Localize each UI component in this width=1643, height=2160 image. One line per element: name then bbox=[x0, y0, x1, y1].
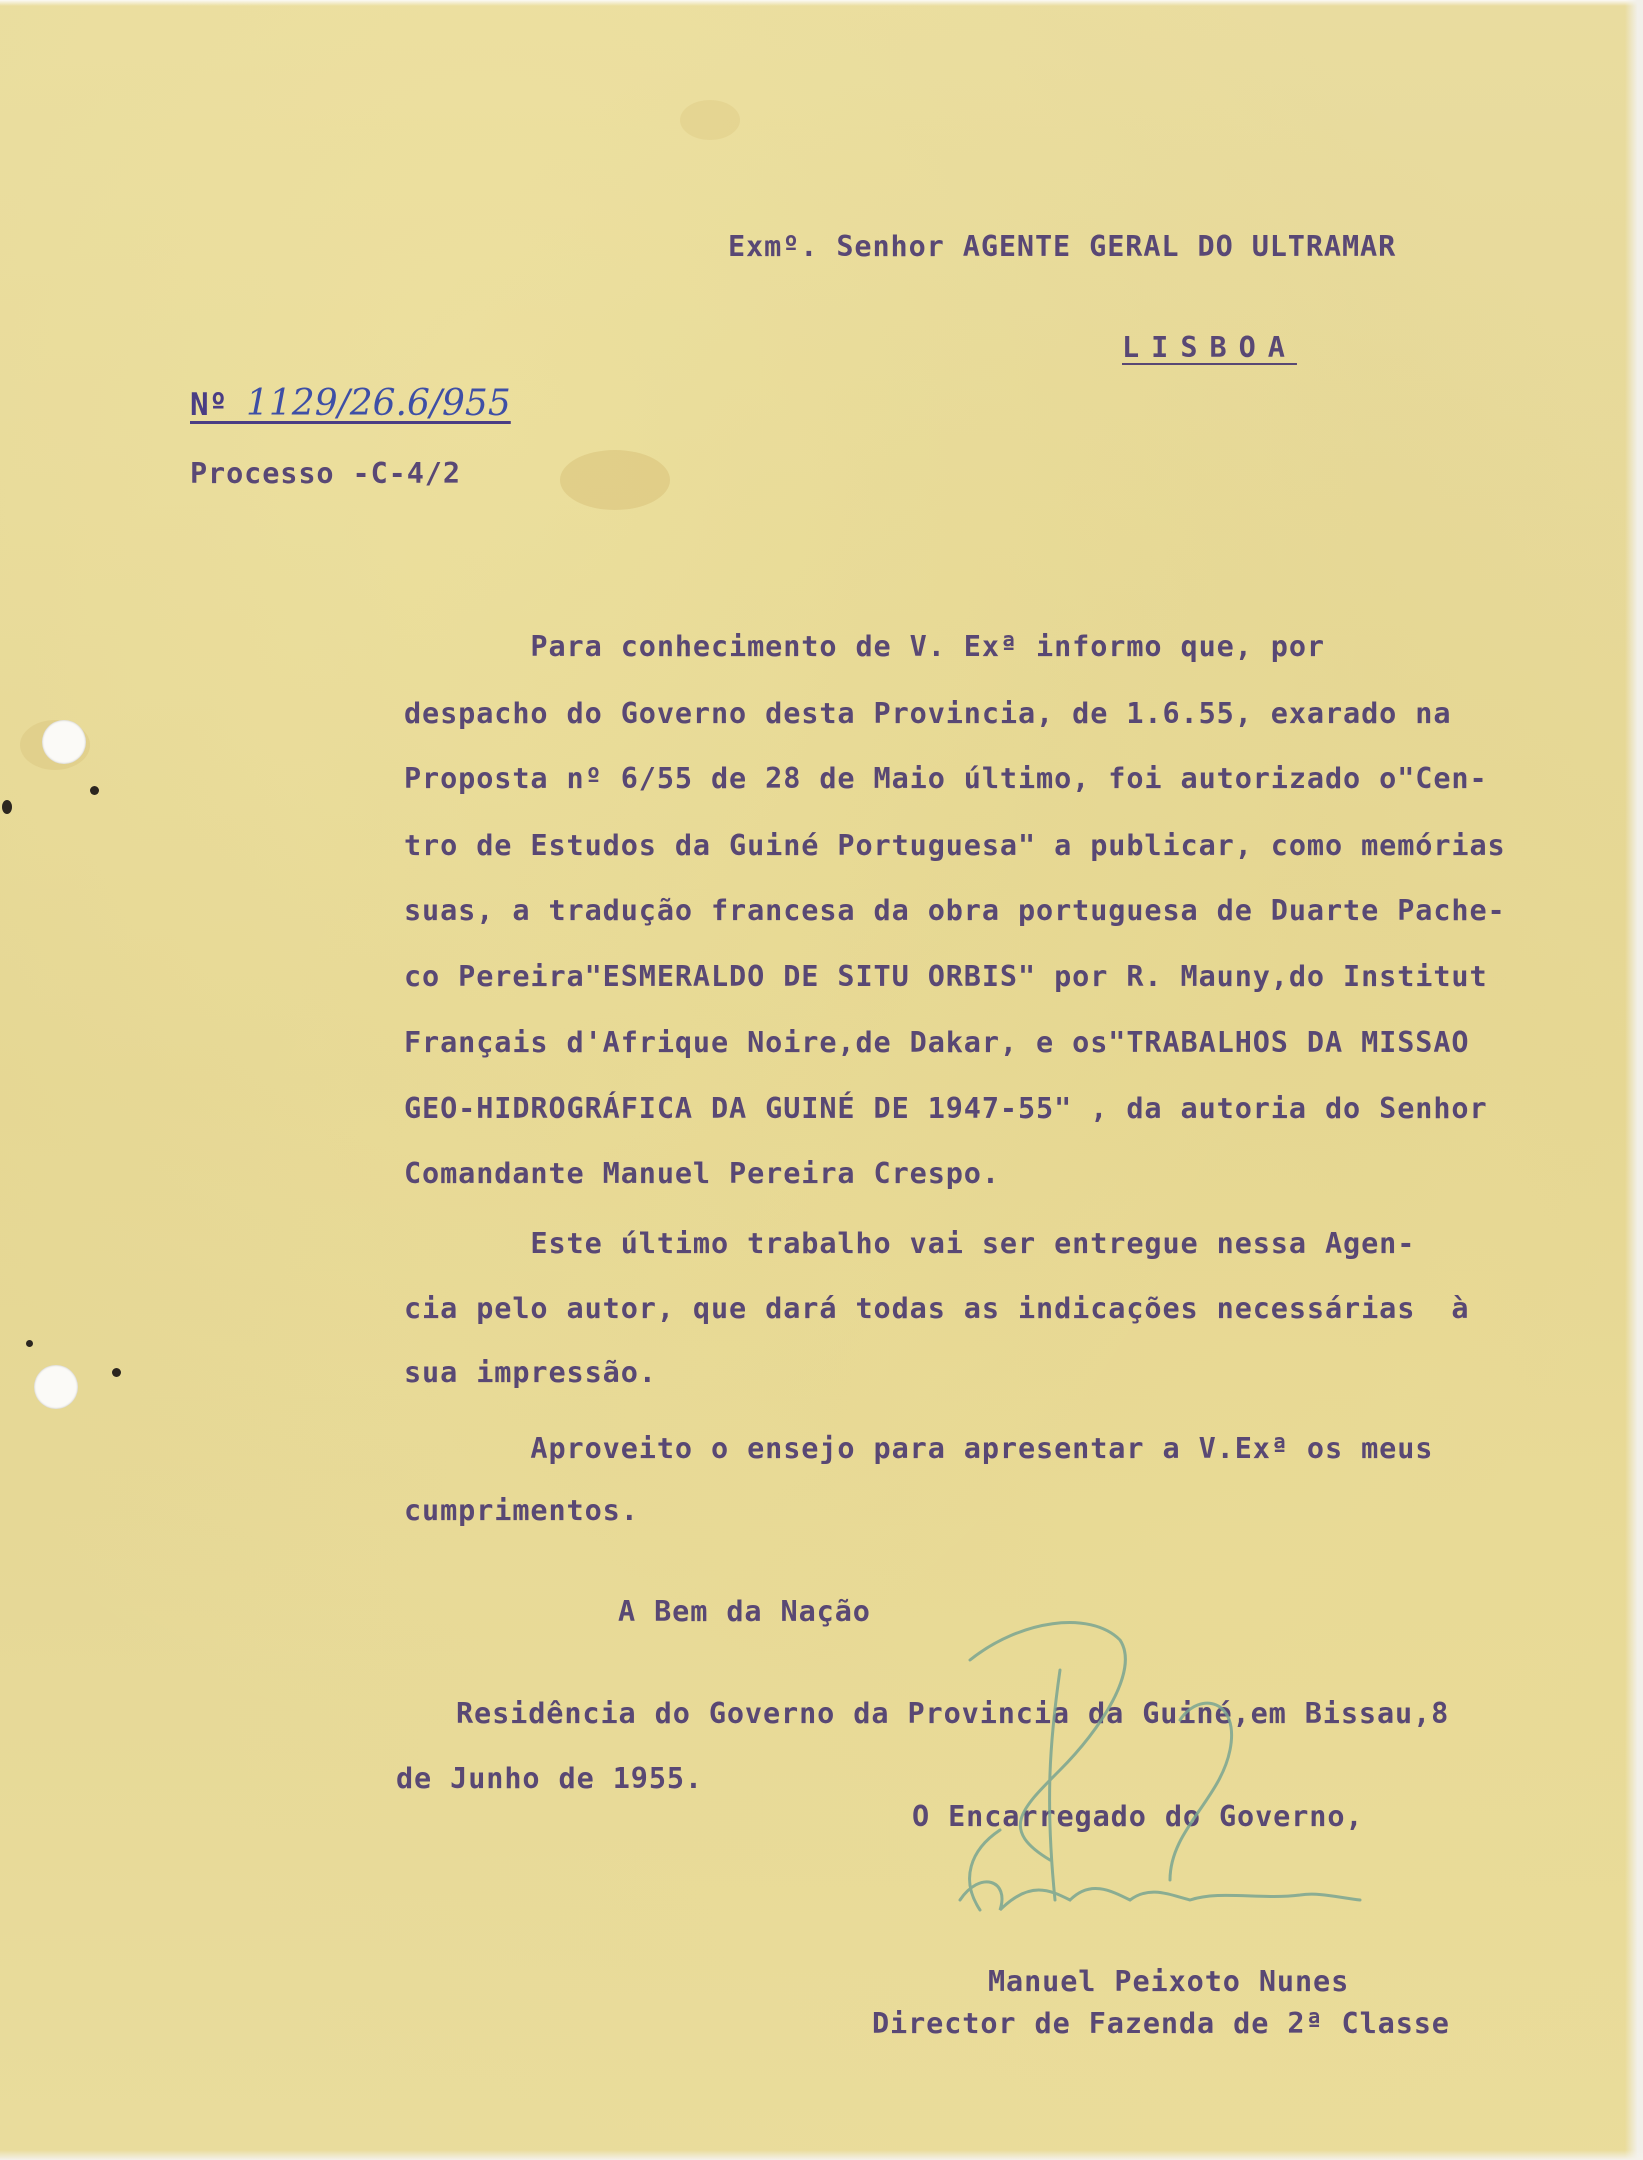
reference-handwritten: 1129/26.6/955 bbox=[246, 383, 511, 424]
processo-number: Processo -C-4/2 bbox=[190, 457, 461, 490]
paper-stain bbox=[680, 100, 740, 140]
punch-hole-top bbox=[42, 720, 86, 764]
body-line: suas, a tradução francesa da obra portuguesa de Duarte Pache- bbox=[404, 894, 1506, 927]
ink-speck bbox=[90, 786, 99, 795]
reference-number bbox=[190, 383, 511, 424]
body-line: Este último trabalho vai ser entregue nessa Agen- bbox=[404, 1227, 1416, 1260]
addressee-line: Exmº. Senhor AGENTE GERAL DO ULTRAMAR bbox=[728, 230, 1397, 263]
body-line: Aproveito o ensejo para apresentar a V.Exª os meus bbox=[404, 1432, 1434, 1465]
body-line: despacho do Governo desta Provincia, de 1.6.55, exarado na bbox=[404, 697, 1452, 730]
body-line: Français d'Afrique Noire,de Dakar, e os"TRABALHOS DA MISSAO bbox=[404, 1026, 1470, 1059]
reference-prefix: Nº bbox=[190, 387, 246, 423]
body-line: tro de Estudos da Guiné Portuguesa" a publicar, como memórias bbox=[404, 829, 1506, 862]
ink-speck bbox=[2, 800, 12, 814]
closing-salutation: A Bem da Nação bbox=[618, 1595, 871, 1628]
body-line: co Pereira"ESMERALDO DE SITU ORBIS" por R. Mauny,do Institut bbox=[404, 960, 1488, 993]
body-line: cumprimentos. bbox=[404, 1494, 639, 1527]
body-line: Para conhecimento de V. Exª informo que, por bbox=[404, 630, 1325, 663]
ink-speck bbox=[112, 1368, 121, 1377]
body-line: GEO-HIDROGRÁFICA DA GUINÉ DE 1947-55" , da autoria do Senhor bbox=[404, 1092, 1488, 1125]
body-line: cia pelo autor, que dará todas as indicações necessárias à bbox=[404, 1292, 1470, 1325]
signatory-title: Director de Fazenda de 2ª Classe bbox=[872, 2007, 1450, 2040]
paper-right-edge bbox=[1625, 0, 1643, 2160]
paper-stain bbox=[560, 450, 670, 510]
paper-bottom-edge bbox=[0, 2150, 1643, 2160]
place-date-line: de Junho de 1955. bbox=[396, 1762, 703, 1795]
body-line: Comandante Manuel Pereira Crespo. bbox=[404, 1157, 1000, 1190]
body-line: Proposta nº 6/55 de 28 de Maio último, foi autorizado o"Cen- bbox=[404, 762, 1488, 795]
place-date-line: Residência do Governo da Provincia da Guiné,em Bissau,8 bbox=[456, 1697, 1450, 1730]
punch-hole-bottom bbox=[34, 1365, 78, 1409]
paper-top-edge bbox=[0, 0, 1643, 6]
body-line: sua impressão. bbox=[404, 1356, 657, 1389]
signatory-name: Manuel Peixoto Nunes bbox=[988, 1965, 1350, 1998]
handwritten-signature bbox=[940, 1600, 1480, 1960]
signatory-role: O Encarregado do Governo, bbox=[912, 1800, 1364, 1833]
destination-city: LISBOA bbox=[1122, 331, 1297, 364]
ink-speck bbox=[26, 1340, 33, 1347]
